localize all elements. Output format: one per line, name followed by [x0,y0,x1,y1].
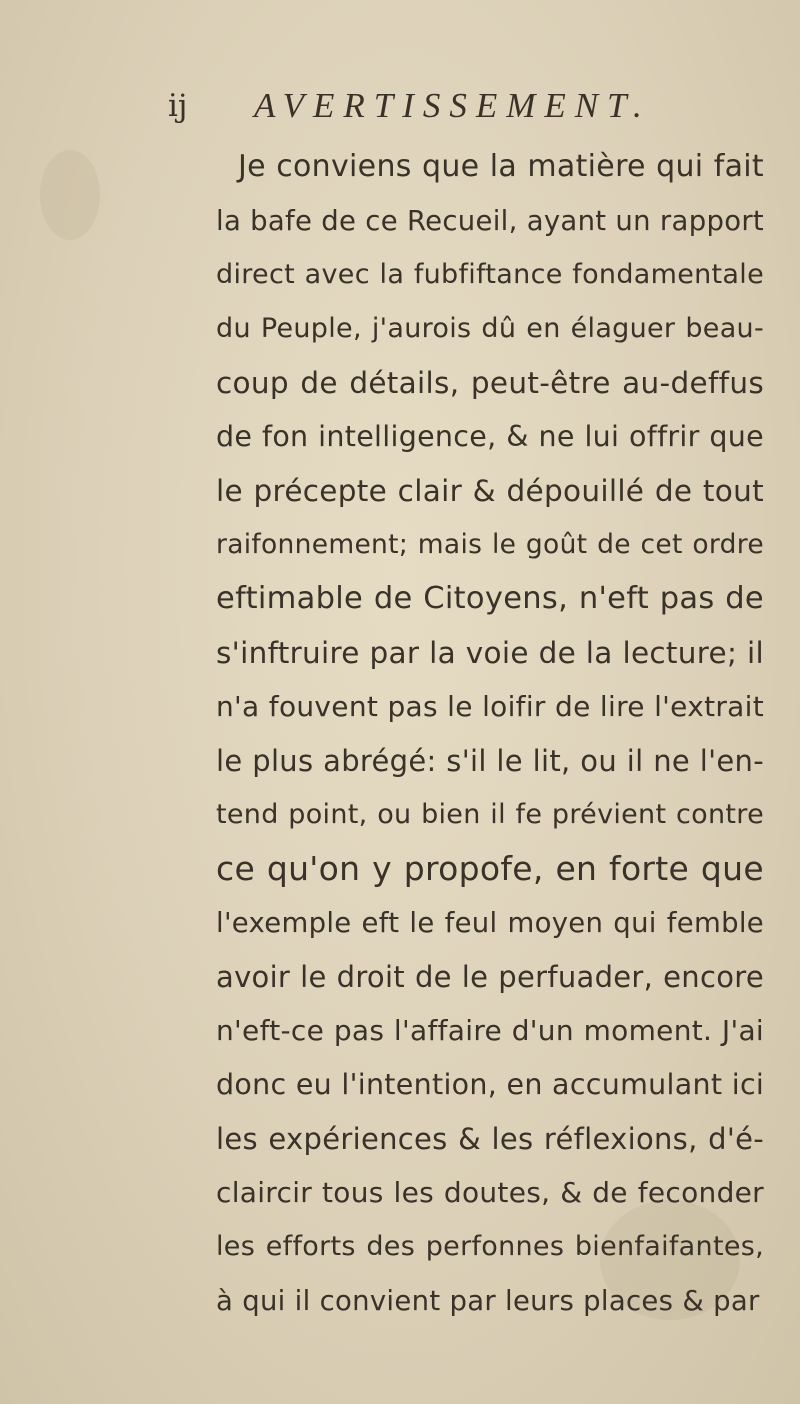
body-text [216,140,764,1328]
text-line: les expériences & les réflexions, d'é- [216,1122,764,1156]
text-line: claircir tous les doutes, & de feconder [216,1176,764,1209]
text-line: donc eu l'intention, en accumulant ici [216,1068,765,1101]
text-line: de fon intelligence, & ne lui offrir que [216,420,764,453]
text-line: ce qu'on y propofe, en forte que [216,849,764,888]
text-line: du Peuple, j'aurois dû en élaguer beau- [216,313,764,344]
paper-stain [40,150,100,240]
text-line: s'inftruire par la voie de la lecture; il [216,636,764,670]
text-line: direct avec la fubfiftance fondamentale [216,259,764,290]
text-line: les efforts des perfonnes bienfaifantes, [216,1231,764,1262]
text-line: le plus abrégé: s'il le lit, ou il ne l'en- [216,744,764,778]
text-line: Je conviens que la matière qui fait [238,149,764,184]
text-line: eftimable de Citoyens, n'eft pas de [216,581,764,616]
text-line: n'a fouvent pas le loifir de lire l'extrait [216,690,764,723]
text-line: raifonnement; mais le goût de cet ordre [216,529,764,560]
text-line: à qui il convient par leurs places & par [216,1285,760,1317]
page-number: ij [168,88,188,124]
text-line: la bafe de ce Recueil, ayant un rapport [216,205,765,237]
page-header [168,86,768,130]
text-line: avoir le droit de le perfuader, encore [216,960,764,994]
text-line: le précepte clair & dépouillé de tout [216,474,764,508]
text-line: tend point, ou bien il fe prévient contre [216,799,764,830]
running-head: AVERTISSEMENT. [254,86,651,125]
text-line: n'eft-ce pas l'affaire d'un moment. J'ai [216,1014,764,1047]
text-line: coup de détails, peut-être au-deffus [216,366,764,400]
text-line: l'exemple eft le feul moyen qui femble [216,907,764,939]
